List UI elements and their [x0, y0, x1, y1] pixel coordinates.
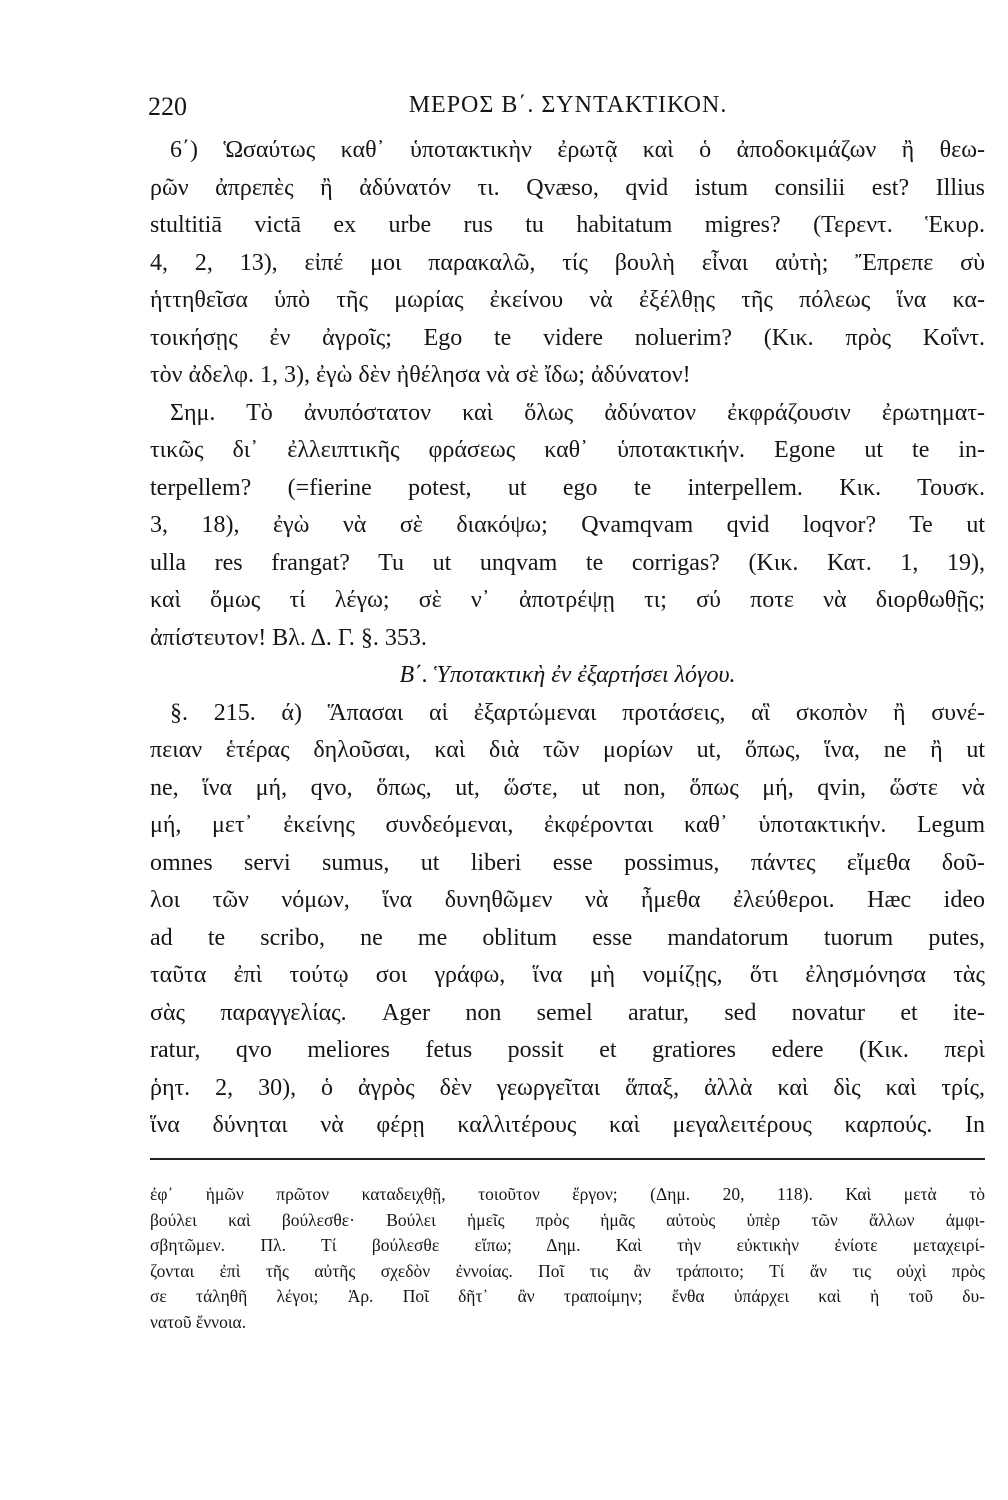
text-line: σὰς παραγγελίας. Ager non semel aratur, sed novatur et ite- — [150, 999, 985, 1026]
text-line: ne, ἵνα μή, qvo, ὅπως, ut, ὥστε, ut non, ὅπως μή, qvin, ὥστε νὰ — [150, 774, 985, 801]
text-line: τικῶς δι᾽ ἐλλειπτικῆς φράσεως καθ᾽ ὑποτακτικήν. Egone ut te in- — [150, 437, 985, 463]
text-line: stultitiā victā ex urbe rus tu habitatum migres? (Τερεντ. Ἑκυρ. — [150, 212, 985, 238]
text-line: τοικήσῃς ἐν ἀγροῖς; Ego te videre noluerim? (Κικ. πρὸς Κοΐντ. — [150, 324, 985, 351]
footnote-line: ἐφ᾽ ἡμῶν πρῶτον καταδειχθῇ, τοιοῦτον ἔργον; (Δημ. 20, 118). Καὶ μετὰ τὸ — [150, 1184, 985, 1204]
text-line: ρῶν ἀπρεπὲς ἢ ἀδύνατόν τι. Qvæso, qvid istum consilii est? Illius — [150, 174, 985, 201]
footnote-divider — [150, 1158, 985, 1160]
text-line: πειαν ἑτέρας δηλοῦσαι, καὶ διὰ τῶν μορίων ut, ὅπως, ἵνα, ne ἢ ut — [150, 737, 985, 763]
text-line: Σημ. Τὸ ἀνυπόστατον καὶ ὅλως ἀδύνατον ἐκφράζουσιν ἐρωτηματ- — [170, 399, 985, 426]
text-line: ratur, qvo meliores fetus possit et gratiores edere (Κικ. περὶ — [150, 1037, 985, 1063]
text-line: omnes servi sumus, ut liberi esse possimus, πάντες εἴμεθα δοῦ- — [150, 849, 985, 876]
section-heading: Β΄. Ὑποτακτικὴ ἐν ἐξαρτήσει λόγου. — [399, 662, 736, 688]
page-header — [148, 92, 988, 128]
text-line: καὶ ὅμως τί λέγω; σὲ ν᾽ ἀποτρέψῃ τι; σύ ποτε νὰ διορθωθῇς; — [150, 587, 985, 613]
running-title: ΜΕΡΟΣ Β΄. ΣΥΝΤΑΚΤΙΚΟΝ. — [408, 92, 728, 118]
footnote-line: σε τάληθῆ λέγοι; Ἀρ. Ποῖ δῆτ᾽ ἂν τραποίμην; ἔνθα ὑπάρχει καὶ ἡ τοῦ δυ- — [150, 1286, 985, 1306]
text-line: 4, 2, 13), εἰπέ μοι παρακαλῶ, τίς βουλὴ εἶναι αὐτὴ; Ἔπρεπε σὺ — [150, 249, 985, 276]
footnotes — [150, 1182, 985, 1335]
text-line: §. 215. ά) Ἅπασαι αἱ ἐξαρτώμεναι προτάσεις, αἳ σκοπὸν ἢ συνέ- — [170, 699, 985, 726]
page-number: 220 — [148, 92, 187, 121]
text-line: 3, 18), ἐγὼ νὰ σὲ διακόψω; Qvamqvam qvid loqvor? Te ut — [150, 512, 985, 538]
text-line: ταῦτα ἐπὶ τούτῳ σοι γράφω, ἵνα μὴ νομίζῃς, ὅτι ἐλησμόνησα τὰς — [150, 962, 985, 988]
footnote-line: ζονται ἐπὶ τῆς αὐτῆς σχεδὸν ἐννοίας. Ποῖ τις ἂν τράποιτο; Τί ἄν τις οὐχὶ πρὸς — [150, 1260, 985, 1281]
text-line: ἡττηθεῖσα ὑπὸ τῆς μωρίας ἐκείνου νὰ ἐξέλθῃς τῆς πόλεως ἵνα κα- — [150, 287, 985, 313]
text-line: ῥητ. 2, 30), ὁ ἀγρὸς δὲν γεωργεῖται ἅπαξ, ἀλλὰ καὶ δὶς καὶ τρίς, — [150, 1074, 985, 1101]
footnote-line: σβητῶμεν. Πλ. Τί βούλεσθε εἴπω; Δημ. Καὶ τὴν εὐκτικὴν ἐνίοτε μεταχειρί- — [150, 1235, 985, 1255]
text-line: ulla res frangat? Tu ut unqvam te corrigas? (Κικ. Κατ. 1, 19), — [150, 549, 985, 576]
text-line: terpellem? (=fierine potest, ut ego te interpellem. Κικ. Τουσκ. — [150, 474, 985, 501]
footnote-line: βούλει καὶ βούλεσθε· Βούλει ἡμεῖς πρὸς ἡμᾶς αὐτοὺς ὑπὲρ τῶν ἄλλων ἀμφι- — [150, 1209, 985, 1230]
text-line: τὸν ἀδελφ. 1, 3), ἐγὼ δὲν ἠθέλησα νὰ σὲ ἴδω; ἀδύνατον! — [150, 362, 691, 388]
text-line: μή, μετ᾽ ἐκείνης συνδεόμεναι, ἐκφέρονται καθ᾽ ὑποτακτικήν. Legum — [150, 812, 985, 838]
text-line: ἵνα δύνηται νὰ φέρῃ καλλιτέρους καὶ μεγαλειτέρους καρπούς. In — [150, 1112, 985, 1138]
text-line: ad te scribo, ne me oblitum esse mandatorum tuorum putes, — [150, 924, 985, 951]
footnote-line: νατοῦ ἔννοια. — [150, 1311, 247, 1332]
text-line: λοι τῶν νόμων, ἵνα δυνηθῶμεν νὰ ἦμεθα ἐλεύθεροι. Hæc ideo — [150, 887, 985, 913]
text-line: ἀπίστευτον! Βλ. Δ. Γ. §. 353. — [150, 624, 427, 651]
text-line: 6΄) Ὡσαύτως καθ᾽ ὑποτακτικὴν ἐρωτᾷ καὶ ὁ ἀποδοκιμάζων ἢ θεω- — [170, 137, 985, 163]
main-text — [150, 132, 985, 1145]
